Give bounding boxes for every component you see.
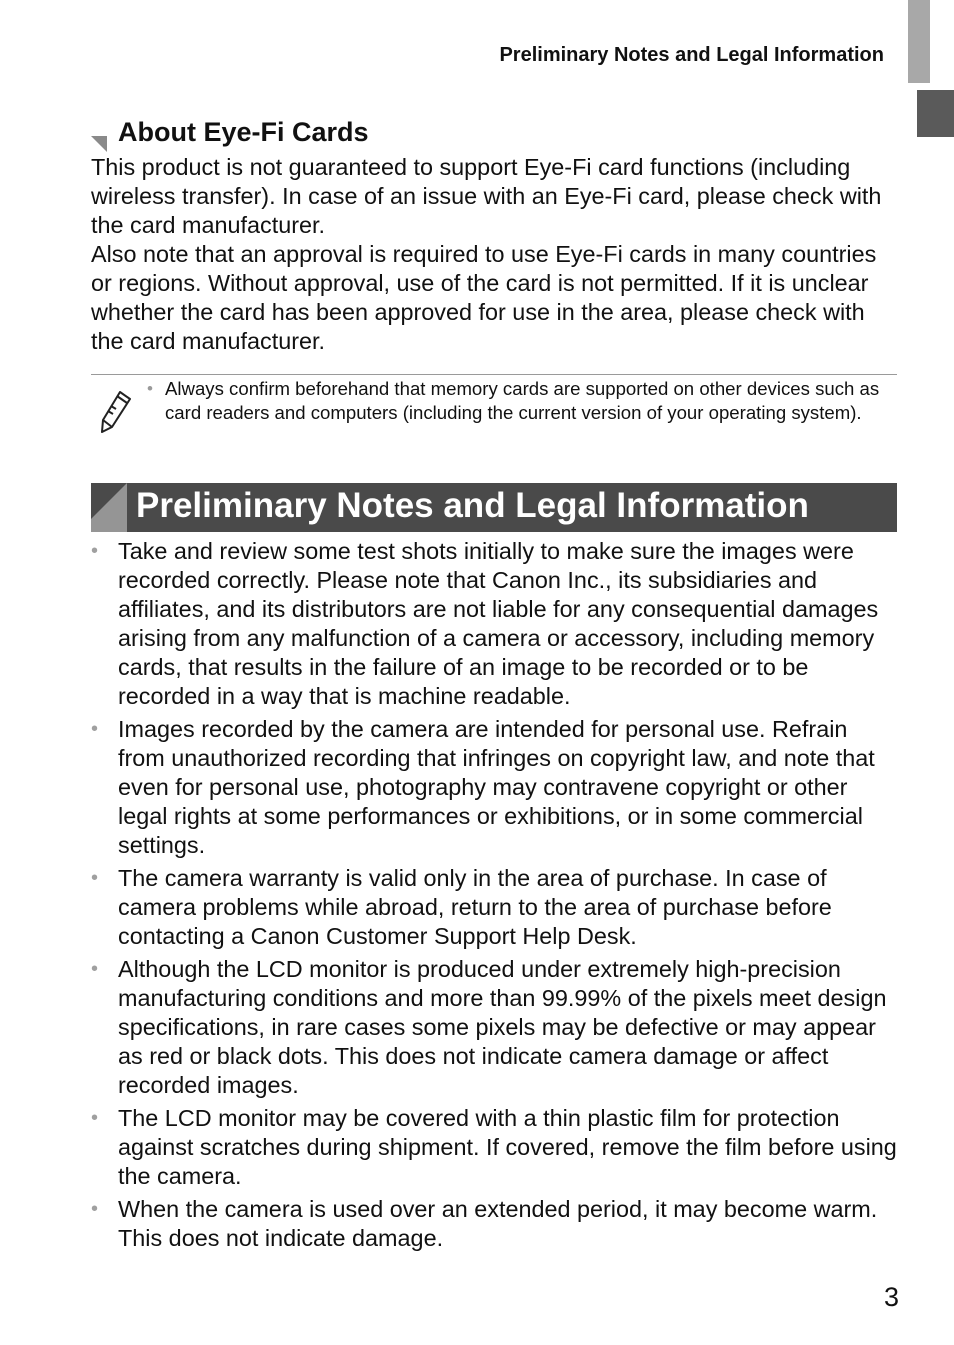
list-item-text: Take and review some test shots initially to make sure the images were recorded correctly. Please note that Canon Inc., its subsidiaries and affiliates, and its distributors are not liable for any consequential damages arising from any malfunction of a camera or accessory, including memory cards, that results in the failure of an image to be recorded or to be recorded in a way that is machine readable. (118, 538, 879, 709)
list-item (91, 955, 897, 1100)
chapter-edge-tab (908, 0, 930, 83)
note-box (91, 374, 897, 425)
bullet-dot: • (91, 1198, 99, 1220)
list-item-text: When the camera is used over an extended period, it may become warm. This does not indicate damage. (118, 1196, 878, 1251)
bullet-dot: • (91, 718, 99, 740)
list-item (91, 864, 897, 951)
eye-fi-subsection (91, 115, 897, 356)
note-text: Always confirm beforehand that memory cards are supported on other devices such as card readers and computers (including the current version of your operating system). (165, 378, 880, 423)
bullet-dot: • (91, 958, 99, 980)
subsection-title-row (91, 115, 897, 153)
pencil-icon (96, 387, 136, 437)
page-number: 3 (883, 1282, 899, 1312)
list-item (91, 1195, 897, 1253)
list-item-text: Images recorded by the camera are intended for personal use. Refrain from unauthorized recording that infringes on copyright law, and note that even for personal use, photography may contravene copyright or other legal rights at some performances or exhibitions, or in some commercial settings. (118, 716, 875, 858)
section-banner (91, 483, 897, 532)
note-bullet: • (147, 379, 153, 398)
running-header: Preliminary Notes and Legal Information (499, 44, 884, 66)
eye-fi-paragraph: This product is not guaranteed to support Eye-Fi card functions (including wireless transfer). In case of an issue with an Eye-Fi card, please check with the card manufacturer. (91, 154, 882, 238)
list-item-text: The LCD monitor may be covered with a thin plastic film for protection against scratches during shipment. If covered, remove the film before using the camera. (118, 1105, 897, 1189)
list-item (91, 1104, 897, 1191)
section-title: Preliminary Notes and Legal Information (136, 486, 809, 525)
eye-fi-paragraph: Also note that an approval is required to use Eye-Fi cards in many countries or regions. Without approval, use of the card is not permitted. If it is unclear whether the card has been approved for use in the area, please check with the card manufacturer. (91, 241, 877, 354)
list-item-text: The camera warranty is valid only in the area of purchase. In case of camera problems while abroad, return to the area of purchase before contacting a Canon Customer Support Help Desk. (118, 865, 832, 949)
bullet-dot: • (91, 867, 99, 889)
list-item (91, 537, 897, 711)
corner-triangle-icon (91, 136, 107, 152)
banner-wedge (91, 483, 127, 519)
note-item (147, 377, 897, 425)
list-item-text: Although the LCD monitor is produced under extremely high-precision manufacturing conditions and more than 99.99% of the pixels meet design specifications, in rare cases some pixels may be defective or may appear as red or black dots. This does not indicate camera damage or affect recorded images. (118, 956, 887, 1098)
bullet-dot: • (91, 1107, 99, 1129)
bullet-dot: • (91, 540, 99, 562)
legal-bullet-list (91, 537, 897, 1257)
subsection-title: About Eye-Fi Cards (118, 117, 369, 147)
banner-wedge-fill (91, 519, 127, 532)
chapter-edge-tab-active (917, 90, 954, 137)
list-item (91, 715, 897, 860)
